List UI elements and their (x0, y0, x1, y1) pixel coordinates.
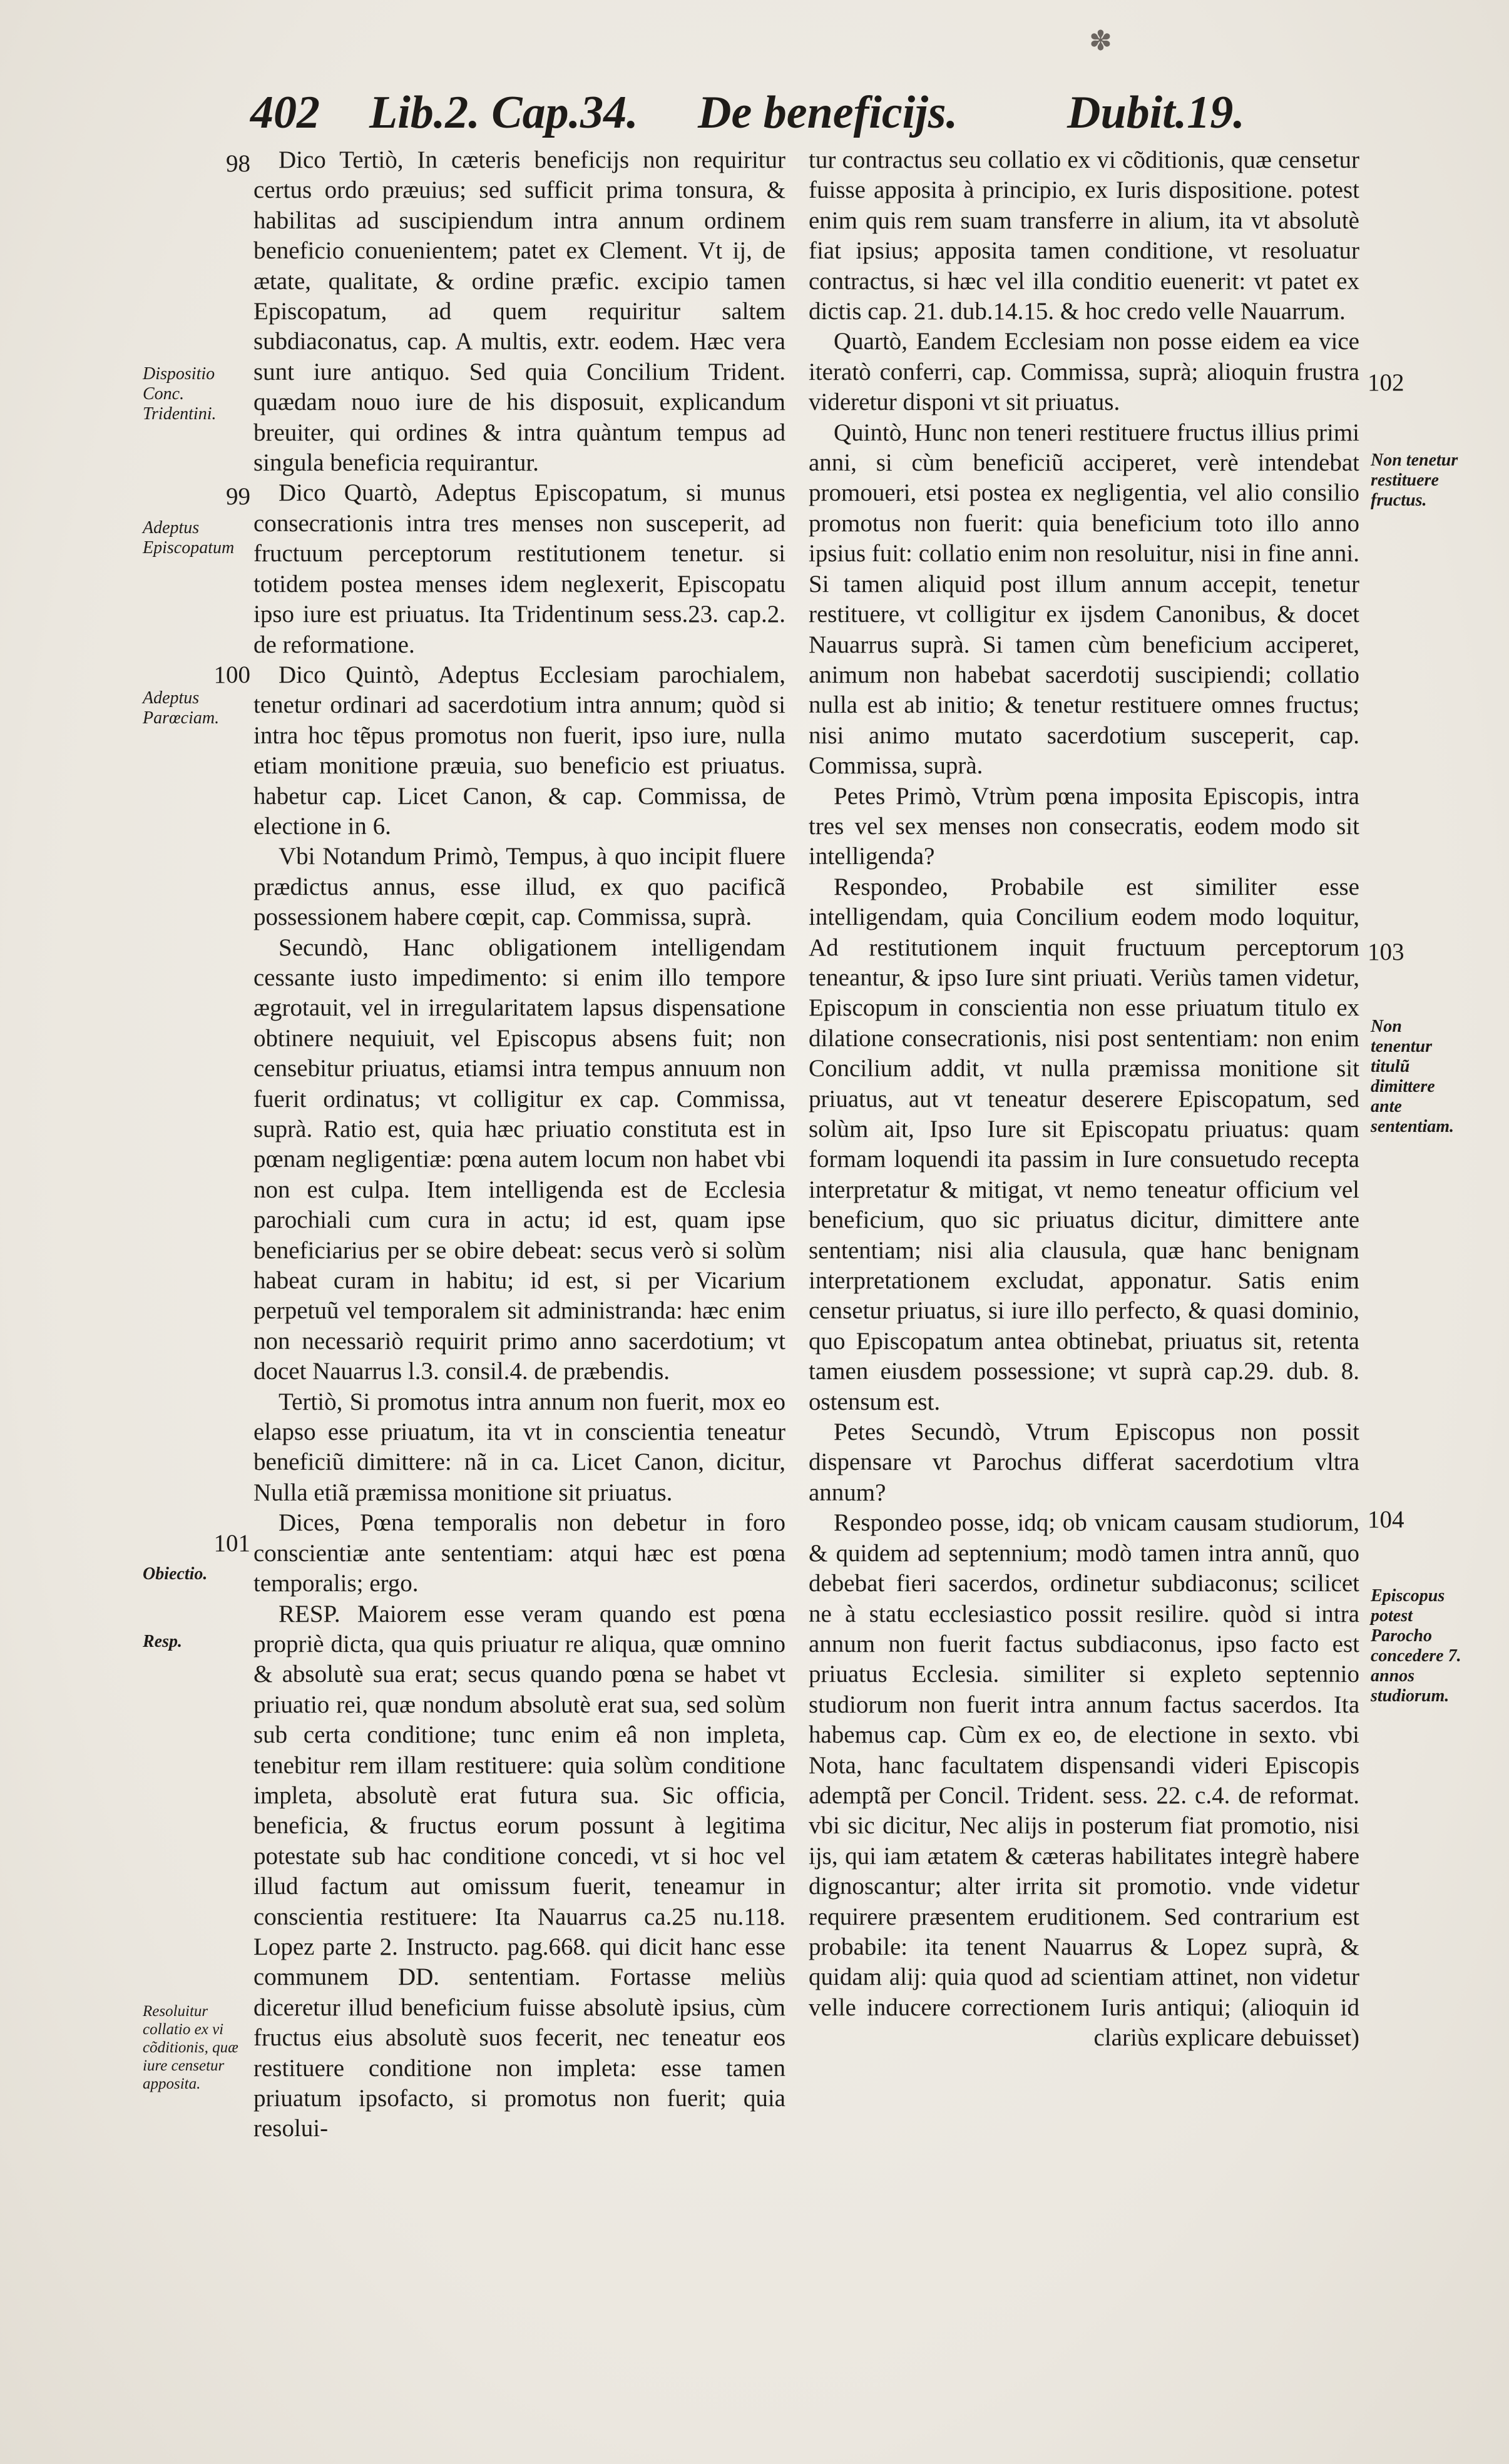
right-text-column (809, 145, 1359, 2054)
paragraph: Quartò, Eandem Ecclesiam non posse eidem ea vice iteratò conferri, cap. Commissa, suprà; alioquin frustra videretur disponi vt sit priuatus. (809, 328, 1359, 416)
paragraph-number: 101 (213, 1530, 250, 1557)
paragraph: Respondeo posse, idq; ob vnicam causam studiorum, & quidem ad septennium; modò tamen intra annũ, quo debebat fieri sacerdos, ordinetur subdiaconus; scilicet ne à statu ecclesiastico possit resilire. quòd si intra annum non fuerit factus subdiaconus, ipso facto est priuatus Ecclesia. similiter si expleto septennio studiorum non fuerit intra annum factus sacerdos. Ita habemus cap. Cùm ex eo, de electione in sexto. vbi Nota, hanc facultatem dispensandi videri Episcopis ademptã per Concil. Trident. sess. 22. c.4. de reformat. vbi sic dicitur, Nec alijs in posterum fiat promotio, nisi ijs, qui iam ætatem & cæteras habilitates integrè habere dignoscantur; alter irrita sit promotio. vnde videtur requirere præsentem eruditionem. Sed contrarium est probabile: ita tenent Nauarrus & Lopez suprà, & quidam alij: quia quod ad scientiam attinet, non videtur velle inducere correctionem Iuris antiqui; (alioquin id clariùs explicare debuisset) (809, 1509, 1359, 2052)
paragraph: tur contractus seu collatio ex vi cõditionis, quæ censetur fuisse apposita à principio, ex Iuris dispositione. potest enim quis rem suam transferre in alium, ita vt absolutè fiat ipsius; apposita tamen conditione, vt resoluatur contractus, si hæc vel illa conditio euenerit: vt patet ex dictis cap. 21. dub.14.15. & hoc credo velle Nauarrum. (809, 146, 1359, 325)
margin-note: Resp. (143, 1632, 182, 1651)
running-title: De beneficijs. (698, 87, 958, 138)
margin-note: Obiectio. (143, 1564, 208, 1584)
paragraph: Dico Quartò, Adeptus Episcopatum, si munus consecrationis intra tres menses non susceperit, ad fructuum perceptorum restitutionem tenetur. si totidem postea menses idem neglexerit, Episcopatu ipso iure est priuatus. Ita Tridentinum sess.23. cap.2. de reformatione. (253, 479, 785, 658)
paragraph: Dico Quintò, Adeptus Ecclesiam parochialem, tenetur ordinari ad sacerdotium intra annum; quòd si intra hoc tẽpus promotus non fuerit, ipso iure, nulla etiam monitione præuia, suo beneficio est priuatus. habetur cap. Licet Canon, & cap. Commissa, de electione in 6. (253, 661, 785, 840)
paragraph: Secundò, Hanc obligationem intelligendam cessante iusto impedimento: si enim illo tempore ægrotauit, vel in irregularitatem lapsus dispensatione obtinere nequiuit, vel Episcopus absens fuit; non censebitur priuatus, etiamsi intra tempus annuum non fuerit ordinatus; vt colligitur ex cap. Commissa, suprà. Ratio est, quia hæc priuatio constituta est in pœnam negligentiæ: pœna autem locum non habet vbi non est culpa. Item intelligenda est de Ecclesia parochiali cum cura in actu; id est, quam ipse beneficiarius per se obire debeat: secus verò si solùm habeat curam in habitu; id est, si per Vicarium perpetuũ vel temporalem sit administranda: hæc enim non necessariò requirit primo anno sacerdotium; vt docet Nauarrus l.3. consil.4. de præbendis. (253, 934, 785, 1385)
dubit-reference: Dubit.19. (1067, 87, 1245, 138)
margin-note: Dispositio Conc. Tridentini. (143, 364, 217, 424)
paragraph-number: 98 (226, 150, 250, 177)
ornament-mark: ✽ (1089, 26, 1112, 56)
page-number: 402 (250, 87, 320, 138)
paragraph: Quintò, Hunc non teneri restituere fructus illius primi anni, si cùm beneficiũ acciperet, verè intendebat promoueri, etsi postea ex negligentia, vel alio consilio promotus non fuerit: quia beneficium toto illo anno ipsius fuit: collatio enim non resoluitur, nisi in fine anni. Si tamen aliquid post illum annum accepit, tenetur restituere, vt colligitur ex ijsdem Canonibus, & docet Nauarrus suprà. Si tamen cùm beneficium acciperet, animum non habebat sacerdotij suscipiendi; collatio nulla est ab initio; & tenetur restituere omnes fructus; nisi animo mutato sacerdotium susceperit, cap. Commissa, suprà. (809, 419, 1359, 780)
paragraph: Dico Tertiò, In cæteris beneficijs non requiritur certus ordo præuius; sed sufficit prima tonsura, & habilitas ad suscipiendum intra annum ordinem beneficio conuenientem; patet ex Clement. Vt ij, de ætate, qualitate, & ordine præfic. excipio tamen Episcopatum, ad quem requiritur saltem subdiaconatus, cap. A multis, extr. eodem. Hæc vera sunt iure antiquo. Sed quia Concilium Trident. quædam nouo iure de his disposuit, explicandum breuiter, qui ordines & intra quàntum tempus ad singula beneficia requirantur. (253, 146, 785, 477)
paragraph: RESP. Maiorem esse veram quando est pœna propriè dicta, qua quis priuatur re aliqua, quæ omnino & absolutè sua erat; secus quando pœna se habet vt priuatio rei, quæ nondum absolutè erat sua, sed solùm sub certa conditione; tunc enim eâ non impleta, tenebitur rem illam restituere: quia solùm conditione impleta, absolutè erat futura sua. Sic officia, beneficia, & fructus eorum possunt à legitima potestate sub hac conditione concedi, vt si hoc vel illud factum aut omissum fuerit, teneamur in conscientia restituere: Ita Nauarrus ca.25 nu.118. Lopez parte 2. Instructo. pag.668. qui dicit hanc esse communem DD. sententiam. Fortasse meliùs diceretur illud beneficium fuisse absolutè ipsius, cùm fructus eius absolutè suos fecerit, nec teneatur eos restituere conditione non impleta: esse tamen priuatum ipsofacto, si promotus non fuerit; quia resolui- (253, 1600, 785, 2142)
margin-note: Adeptus Parœciam. (143, 688, 220, 728)
margin-note: Non tenentur titulũ dimittere ante sententiam. (1371, 1017, 1455, 1136)
paragraph: Respondeo, Probabile est similiter esse intelligendam, quia Concilium eodem modo loquitur, Ad restitutionem inquit fructuum perceptorum teneantur, & ipso Iure sint priuati. Veriùs tamen videtur, Episcopum in conscientia non esse priuatum titulo ex dilatione consecrationis, nisi post sententiam: non enim Concilium addit, vt nulla præmissa monitione sit priuatus, aut vt teneatur deserere Episcopatum, sed solùm ait, Ipso Iure sit Episcopatu priuatus: quam formam loquendi ita passim in Iure consuetudo recepta interpretatur & mitigat, vt nemo teneatur officium vel beneficium, quo sic priuatus dicitur, dimittere ante sententiam; nisi alia clausula, quæ hanc benignam interpretationem excludat, apponatur. Satis enim censetur priuatus, si iure illo perfecto, & quasi dominio, quo Episcopatum antea obtinebat, priuatus sit, retenta tamen eiusdem possessione; vt suprà cap.29. dub. 8. ostensum est. (809, 873, 1359, 1415)
paragraph-number: 104 (1368, 1506, 1404, 1533)
paragraph: Petes Secundò, Vtrum Episcopus non possit dispensare vt Parochus differat sacerdotium vltra annum? (809, 1418, 1359, 1506)
paragraph: Tertiò, Si promotus intra annum non fuerit, mox eo elapso esse priuatum, ita vt in conscientia teneatur beneficiũ dimittere: nã in ca. Licet Canon, dicitur, Nulla etiã præmissa monitione sit priuatus. (253, 1388, 785, 1506)
book-chapter-reference: Lib.2. Cap.34. (369, 87, 638, 138)
paragraph-number: 103 (1368, 939, 1404, 965)
running-header (250, 75, 1302, 150)
margin-note: Adeptus Episcopatum (143, 518, 235, 557)
paragraph-number: 100 (213, 661, 250, 688)
paragraph: Vbi Notandum Primò, Tempus, à quo incipit fluere prædictus annus, esse illud, ex quo pacificã possessionem habere cœpit, cap. Commissa, suprà. (253, 843, 785, 931)
paragraph-number: 99 (226, 483, 250, 510)
margin-note: Non tenetur restituere fructus. (1371, 451, 1458, 510)
margin-note: Episcopus potest Parocho concedere 7. annos studiorum. (1371, 1586, 1461, 1706)
paragraph: Petes Primò, Vtrùm pœna imposita Episcopis, intra tres vel sex menses non consecratis, eodem modo sit intelligenda? (809, 782, 1359, 870)
paragraph-number: 102 (1368, 369, 1404, 396)
paragraph: Dices, Pœna temporalis non debetur in foro conscientiæ ante sententiam: atqui hæc est pœna temporalis; ergo. (253, 1509, 785, 1597)
left-text-column (253, 145, 785, 2144)
margin-note: Resoluitur collatio ex vi cõditionis, quæ iure censetur apposita. (143, 2003, 238, 2092)
